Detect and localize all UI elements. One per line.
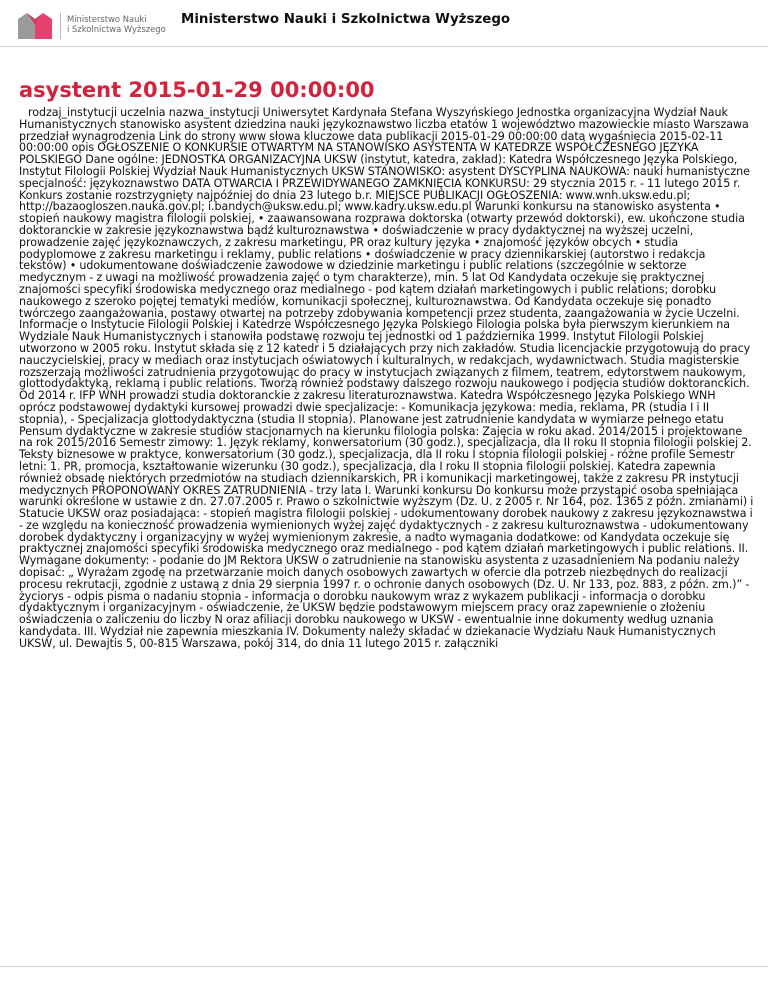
page-header: [0, 0, 768, 46]
header-divider: [0, 46, 768, 47]
site-title: Ministerstwo Nauki i Szkolnictwa Wyższego: [181, 12, 511, 27]
footer-divider: [0, 966, 768, 967]
logo-line-2: i Szkolnictwa Wyższego: [67, 24, 166, 34]
ministry-logo[interactable]: [18, 11, 168, 41]
ministry-logo-icon: [18, 13, 52, 39]
job-description: rodzaj_instytucji uczelnia nazwa_instytucji Uniwersytet Kardynała Stefana Wyszyńskiego Jednostka organizacyjna Wydział Nauk Humanistycznych stanowisko asystent dziedzina nauki językoznawstwo liczba etatów 1 województwo mazowieckie miasto Warszawa przedział wynagrodzenia Link do strony www słowa kluczowe data publikacji 2015-01-29 00:00:00 data wygaśnięcia 2015-02-11 00:00:00 opis OGŁOSZENIE O KONKURSIE OTWARTYM NA STANOWISKO ASYSTENTA W KATEDRZE WSPÓŁCZESNEGO JĘZYKA POLSKIEGO Dane ogólne: JEDNOSTKA ORGANIZACYJNA UKSW (instytut, katedra, zakład): Katedra Współczesnego Języka Polskiego, Instytut Filologii Polskiej Wydział Nauk Humanistycznych UKSW STANOWISKO: asystent DYSCYPLINA NAUKOWA: nauki humanistyczne specjalność: językoznawstwo DATA OTWARCIA I PRZEWIDYWANEGO ZAMKNIĘCIA KONKURSU: 29 stycznia 2015 r. - 11 lutego 2015 r. Konkurs zostanie rozstrzygnięty najpóźniej do dnia 23 lutego b.r. MIEJSCE PUBLIKACJI OGŁOSZENIA: www.wnh.uksw.edu.pl; http://bazaogloszen.nauka.gov.pl; i.bandych@uksw.edu.pl; www.kadry.uksw.edu.pl Warunki konkursu na stanowisko asystenta • stopień naukowy magistra filologii polskiej, • zaawansowana rozprawa doktorska (otwarty przewód doktorski), ew. ukończone studia doktoranckie w zakresie językoznawstwa bądź kulturoznawstwa • doświadczenie w pracy dydaktycznej na wyższej uczelni, prowadzenie zajęć językoznawczych, z zakresu marketingu, PR oraz kultury języka • znajomość języków obcych • studia podyplomowe z zakresu marketingu i reklamy, public relations • doświadczenie w pracy dziennikarskiej (autorstwo i redakcja tekstów) • udokumentowane doświadczenie zawodowe w dziedzinie marketingu i public relations (szczególnie w sektorze medycznym - z uwagi na możliwość prowadzenia zajęć o tym charakterze), min. 5 lat Od Kandydata oczekuje się praktycznej znajomości specyfiki środowiska medycznego oraz medialnego - pod kątem działań marketingowych i public relations; dorobku naukowego z szeroko pojętej tematyki mediów, komunikacji społecznej, kulturoznawstwa. Od Kandydata oczekuje się ponadto twórczego zaangażowania, postawy otwartej na potrzeby zdobywania kompetencji przez studenta, zaangażowania w życie Uczelni. Informacje o Instytucie Filologii Polskiej i Katedrze Współczesnego Języka Polskiego Filologia polska była pierwszym kierunkiem na Wydziale Nauk Humanistycznych i stanowiła podstawę rozwoju tej jednostki od 1 października 1999. Instytut Filologii Polskiej utworzono w 2005 roku. Instytut składa się z 12 katedr i 5 działających przy nich zakładów. Studia licencjackie przygotowują do pracy nauczycielskiej, pracy w mediach oraz instytucjach oświatowych i kulturalnych, w redakcjach, wydawnictwach. Studia magisterskie rozszerzają możliwości zatrudnienia przygotowując do pracy w instytucjach związanych z filmem, teatrem, edytorstwem naukowym, glottodydaktyką, reklamą i public relations. Tworzą również podstawy dalszego rozwoju naukowego i podjęcia studiów doktoranckich. Od 2014 r. IFP WNH prowadzi studia doktoranckie z zakresu literaturoznawstwa. Katedra Współczesnego Języka Polskiego WNH oprócz podstawowej dydaktyki kursowej prowadzi dwie specjalizacje: - Komunikacja językowa: media, reklama, PR (studia I i II stopnia), - Specjalizacja glottodydaktyczna (studia II stopnia). Planowane jest zatrudnienie kandydata w wymiarze pełnego etatu Pensum dydaktyczne w zakresie studiów stacjonarnych na kierunku filologia polska: Zajęcia w roku akad. 2014/2015 i projektowane na rok 2015/2016 Semestr zimowy: 1. Język reklamy, konwersatorium (30 godz.), specjalizacja, dla II roku II stopnia filologii polskiej 2. Teksty biznesowe w praktyce, konwersatorium (30 godz.), specjalizacja, dla II roku I stopnia filologii polskiej - różne profile Semestr letni: 1. PR, promocja, kształtowanie wizerunku (30 godz.), specjalizacja, dla I roku II stopnia filologii polskiej. Katedra zapewnia również obsadę niektórych przedmiotów na studiach dziennikarskich, PR i komunikacji marketingowej, także z zakresu PR instytucji medycznych PROPONOWANY OKRES ZATRUDNIENIA - trzy lata I. Warunki konkursu Do konkursu może przystąpić osoba spełniająca warunki określone w ustawie z dn. 27.07.2005 r. Prawo o szkolnictwie wyższym (Dz. U. z 2005 r. Nr 164, poz. 1365 z późn. zmianami) i Statucie UKSW oraz posiadająca: - stopień magistra filologii polskiej - udokumentowany dorobek naukowy z zakresu językoznawstwa i - ze względu na konieczność prowadzenia wymienionych wyżej zajęć dydaktycznych - z zakresu kulturoznawstwa - udokumentowany dorobek dydaktyczny i organizacyjny w wyżej wymienionym zakresie, a nadto wymagania dodatkowe: od Kandydata oczekuje się praktycznej znajomości specyfiki środowiska medycznego oraz medialnego - pod kątem działań marketingowych i public relations. II. Wymagane dokumenty: - podanie do JM Rektora UKSW o zatrudnienie na stanowisku asystenta z uzasadnieniem Na podaniu należy dopisać: „ Wyrażam zgodę na przetwarzanie moich danych osobowych zawartych w ofercie dla potrzeb niezbędnych do realizacji procesu rekrutacji, zgodnie z ustawą z dnia 29 sierpnia 1997 r. o ochronie danych osobowych (Dz. U. Nr 133, poz. 883, z późn. zm.)” - życiorys - odpis pisma o nadaniu stopnia - informacja o dorobku naukowym wraz z wykazem publikacji - informacja o dorobku dydaktycznym i organizacyjnym - oświadczenie, że UKSW będzie podstawowym miejscem pracy oraz zapewnienie o złożeniu oświadczenia o zaliczeniu do liczby N oraz afiliacji dorobku naukowego w UKSW - ewentualnie inne dokumenty według uznania kandydata. III. Wydział nie zapewnia mieszkania IV. Dokumenty należy składać w dziekanacie Wydziału Nauk Humanistycznych UKSW, ul. Dewajtis 5, 00-815 Warszawa, pokój 314, do dnia 11 lutego 2015 r. załączniki: [19, 106, 754, 650]
logo-divider: [60, 13, 61, 39]
logo-wordmark: [67, 14, 177, 34]
logo-line-1: Ministerstwo Nauki: [67, 14, 147, 24]
job-title: asystent 2015-01-29 00:00:00: [19, 78, 375, 102]
